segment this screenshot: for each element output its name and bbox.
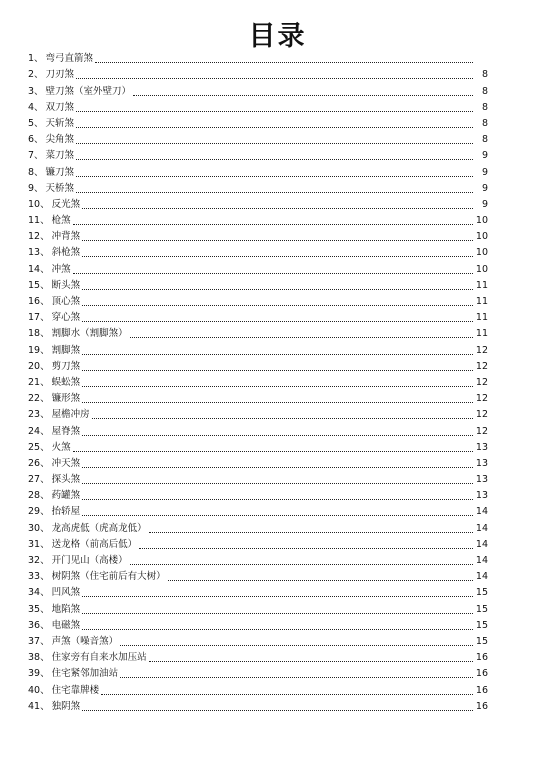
toc-entry: [28, 535, 488, 551]
toc-entry: [28, 146, 488, 162]
toc-entry-label: 割脚煞: [51, 344, 81, 356]
toc-entry-page: 15: [475, 619, 488, 631]
toc-entry: [28, 405, 488, 421]
toc-entry-number: 29、: [28, 506, 50, 518]
dot-leader: [82, 289, 473, 290]
toc-entry-number: 4、: [28, 101, 44, 113]
dot-leader: [139, 548, 473, 549]
toc-entry-number: 2、: [28, 69, 44, 81]
toc-entry-label: 抬轿屋: [51, 506, 81, 518]
toc-entry-label: 声煞（噪音煞）: [51, 635, 119, 647]
toc-entry-page: 10: [475, 263, 488, 275]
dot-leader: [92, 418, 473, 419]
dot-leader: [82, 370, 473, 371]
toc-entry-label: 送龙格（前高后低）: [51, 538, 138, 550]
toc-entry-label: 凹风煞: [51, 587, 81, 599]
toc-entry-page: 12: [475, 409, 488, 421]
toc-entry-number: 10、: [28, 198, 50, 210]
toc-entry-page: 15: [475, 587, 488, 599]
dot-leader: [130, 564, 473, 565]
toc-entry-number: 14、: [28, 263, 50, 275]
dot-leader: [82, 321, 473, 322]
toc-entry: [28, 259, 488, 275]
dot-leader: [76, 192, 473, 193]
toc-entry-page: 13: [475, 474, 488, 486]
toc-entry-label: 屋脊煞: [51, 425, 81, 437]
toc-entry-label: 割脚水（割脚煞）: [51, 328, 128, 340]
toc-entry: [28, 308, 488, 324]
dot-leader: [82, 208, 473, 209]
toc-entry-number: 37、: [28, 635, 50, 647]
toc-entry: [28, 680, 488, 696]
toc-entry: [28, 567, 488, 583]
toc-entry-number: 28、: [28, 490, 50, 502]
toc-entry-page: 8: [481, 85, 488, 97]
toc-entry: [28, 470, 488, 486]
dot-leader: [82, 596, 473, 597]
toc-entry-page: 8: [481, 134, 488, 146]
toc-entry: [28, 664, 488, 680]
toc-entry-number: 27、: [28, 474, 50, 486]
toc-entry-label: 冲天煞: [51, 457, 81, 469]
dot-leader: [73, 451, 473, 452]
toc-entry-label: 枪煞: [51, 215, 71, 227]
toc-entry-label: 冲背煞: [51, 231, 81, 243]
toc-entry: [28, 81, 488, 97]
dot-leader: [76, 127, 473, 128]
toc-entry-label: 壁刀煞（室外壁刀）: [45, 85, 132, 97]
toc-entry: [28, 373, 488, 389]
toc-entry-page: 11: [475, 279, 488, 291]
toc-entry: [28, 648, 488, 664]
dot-leader: [101, 694, 473, 695]
dot-leader: [82, 240, 473, 241]
toc-entry-page: 16: [475, 668, 488, 680]
toc-entry-label: 天桥煞: [45, 182, 75, 194]
toc-entry-page: 8: [481, 69, 488, 81]
toc-entry-page: 14: [475, 522, 488, 534]
toc-entry-page: 16: [475, 700, 488, 712]
toc-entry-number: 13、: [28, 247, 50, 259]
toc-entry-page: 15: [475, 603, 488, 615]
dot-leader: [73, 273, 473, 274]
toc-entry-number: 1、: [28, 53, 44, 65]
dot-leader: [82, 256, 473, 257]
toc-entry-number: 25、: [28, 441, 50, 453]
toc-entry-label: 住宅靠牌楼: [51, 684, 100, 696]
toc-entry: [28, 162, 488, 178]
toc-list: [28, 49, 488, 713]
toc-entry-number: 19、: [28, 344, 50, 356]
toc-entry-page: 10: [475, 247, 488, 259]
dot-leader: [73, 224, 473, 225]
toc-entry-page: 13: [475, 457, 488, 469]
toc-entry-page: 14: [475, 555, 488, 566]
toc-entry: [28, 502, 488, 518]
toc-entry-label: 独阴煞: [51, 700, 81, 712]
dot-leader: [149, 532, 473, 533]
toc-entry-page: 12: [475, 360, 488, 372]
toc-entry: [28, 438, 488, 454]
toc-entry-label: 穿心煞: [51, 312, 81, 324]
dot-leader: [95, 62, 473, 63]
toc-entry-number: 21、: [28, 376, 50, 388]
toc-entry-label: 龙高虎低（虎高龙低）: [51, 522, 147, 534]
toc-entry-label: 蜈蚣煞: [51, 376, 81, 388]
dot-leader: [133, 95, 473, 96]
dot-leader: [76, 143, 473, 144]
toc-entry-number: 20、: [28, 360, 50, 372]
toc-entry-label: 顶心煞: [51, 296, 81, 307]
toc-entry-number: 6、: [28, 134, 44, 146]
dot-leader: [120, 677, 473, 678]
toc-entry-page: 9: [481, 182, 488, 194]
dot-leader: [76, 78, 473, 79]
dot-leader: [82, 629, 473, 630]
toc-entry-label: 冲煞: [51, 263, 71, 275]
toc-entry: [28, 454, 488, 470]
toc-entry-label: 电磁煞: [51, 619, 81, 631]
toc-entry-page: 9: [481, 198, 488, 210]
toc-entry: [28, 486, 488, 502]
toc-entry-page: 14: [475, 538, 488, 550]
toc-entry-page: 16: [475, 684, 488, 696]
toc-entry-number: 26、: [28, 457, 50, 469]
dot-leader: [82, 515, 473, 516]
toc-entry-label: 双刀煞: [45, 101, 75, 113]
toc-entry-page: 11: [475, 328, 488, 340]
toc-entry-number: 24、: [28, 425, 50, 437]
dot-leader: [82, 499, 473, 500]
toc-entry-number: 40、: [28, 684, 50, 696]
dot-leader: [82, 710, 473, 711]
toc-entry-number: 8、: [28, 166, 44, 178]
toc-entry-number: 30、: [28, 522, 50, 534]
dot-leader: [82, 613, 473, 614]
dot-leader: [76, 159, 473, 160]
toc-entry-label: 镰形煞: [51, 393, 81, 405]
toc-entry-number: 16、: [28, 296, 50, 307]
toc-entry-page: 15: [475, 635, 488, 647]
toc-entry-page: 9: [481, 150, 488, 162]
toc-entry-number: 3、: [28, 85, 44, 97]
toc-entry-page: 14: [475, 571, 488, 583]
toc-entry-number: 22、: [28, 393, 50, 405]
dot-leader: [82, 386, 473, 387]
toc-entry-page: 11: [475, 312, 488, 324]
toc-entry-number: 23、: [28, 409, 50, 421]
toc-entry: [28, 65, 488, 81]
toc-entry-label: 尖角煞: [45, 134, 75, 146]
toc-entry-label: 断头煞: [51, 279, 81, 291]
dot-leader: [120, 645, 473, 646]
toc-entry: [28, 518, 488, 534]
toc-entry-number: 41、: [28, 700, 50, 712]
toc-entry-label: 镰刀煞: [45, 166, 75, 178]
dot-leader: [82, 354, 473, 355]
toc-entry-page: 12: [475, 344, 488, 356]
toc-entry-label: 地陷煞: [51, 603, 81, 615]
toc-entry: [28, 211, 488, 227]
dot-leader: [76, 111, 473, 112]
dot-leader: [82, 435, 473, 436]
dot-leader: [82, 483, 473, 484]
dot-leader: [82, 467, 473, 468]
toc-entry-number: 33、: [28, 571, 50, 583]
toc-entry-page: 12: [475, 425, 488, 437]
toc-entry-number: 39、: [28, 668, 50, 680]
toc-entry-number: 17、: [28, 312, 50, 324]
toc-entry: [28, 583, 488, 599]
toc-entry-number: 15、: [28, 279, 50, 291]
toc-entry: [28, 389, 488, 405]
page-title: 目录: [248, 21, 307, 52]
toc-entry-label: 探头煞: [51, 474, 81, 486]
toc-entry-number: 18、: [28, 328, 50, 340]
toc-entry-page: 13: [475, 490, 488, 502]
toc-entry-page: 8: [481, 101, 488, 113]
toc-entry-page: 14: [475, 506, 488, 518]
toc-entry-label: 药罐煞: [51, 490, 81, 502]
toc-entry-number: 31、: [28, 538, 50, 550]
toc-entry: [28, 697, 488, 713]
toc-entry-page: 10: [475, 231, 488, 243]
toc-entry-number: 9、: [28, 182, 44, 194]
toc-entry-page: 12: [475, 376, 488, 388]
toc-entry: [28, 551, 488, 567]
dot-leader: [82, 402, 473, 403]
toc-entry-number: 36、: [28, 619, 50, 631]
toc-entry: [28, 98, 488, 114]
dot-leader: [82, 305, 473, 306]
toc-entry: [28, 340, 488, 356]
toc-entry-number: 5、: [28, 117, 44, 129]
toc-entry-label: 火煞: [51, 441, 71, 453]
toc-entry-label: 剪刀煞: [51, 360, 81, 372]
dot-leader: [149, 661, 473, 662]
toc-entry: [28, 421, 488, 437]
toc-entry-number: 7、: [28, 150, 44, 162]
toc-entry-label: 弯弓直箭煞: [45, 53, 94, 65]
toc-entry-page: 12: [475, 393, 488, 405]
toc-entry-label: 反光煞: [51, 198, 81, 210]
toc-entry-number: 32、: [28, 555, 50, 566]
toc-entry-label: 刀刃煞: [45, 69, 75, 81]
dot-leader: [130, 337, 473, 338]
toc-entry-number: 12、: [28, 231, 50, 243]
toc-entry-label: 天斩煞: [45, 117, 75, 129]
toc-entry-page: 16: [475, 652, 488, 664]
toc-entry-number: 38、: [28, 652, 50, 664]
toc-entry: [28, 130, 488, 146]
toc-entry-number: 11、: [28, 215, 50, 227]
toc-entry: [28, 179, 488, 195]
toc-entry-number: 35、: [28, 603, 50, 615]
toc-entry-label: 开门见山（高楼）: [51, 555, 128, 566]
toc-entry: [28, 114, 488, 130]
toc-entry-label: 树阴煞（住宅前后有大树）: [51, 571, 166, 583]
toc-entry-label: 菜刀煞: [45, 150, 75, 162]
toc-entry: [28, 357, 488, 373]
toc-entry: [28, 616, 488, 632]
toc-entry-page: 8: [481, 117, 488, 129]
dot-leader: [76, 176, 473, 177]
toc-entry: [28, 292, 488, 308]
dot-leader: [168, 580, 473, 581]
toc-entry-page: 13: [475, 441, 488, 453]
toc-entry: [28, 243, 488, 259]
toc-entry-page: 10: [475, 215, 488, 227]
toc-entry: [28, 227, 488, 243]
toc-entry-number: 34、: [28, 587, 50, 599]
toc-entry: [28, 324, 488, 340]
toc-entry-label: 斜枪煞: [51, 247, 81, 259]
toc-entry-page: 11: [475, 296, 488, 307]
toc-entry: [28, 276, 488, 292]
toc-entry: [28, 632, 488, 648]
toc-entry-page: 9: [481, 166, 488, 178]
toc-entry-label: 屋檐冲房: [51, 409, 90, 421]
toc-entry: [28, 49, 488, 65]
toc-entry-label: 住宅紧邻加油站: [51, 668, 119, 680]
toc-entry-label: 住家旁有自来水加压站: [51, 652, 147, 664]
toc-entry: [28, 599, 488, 615]
toc-entry: [28, 195, 488, 211]
